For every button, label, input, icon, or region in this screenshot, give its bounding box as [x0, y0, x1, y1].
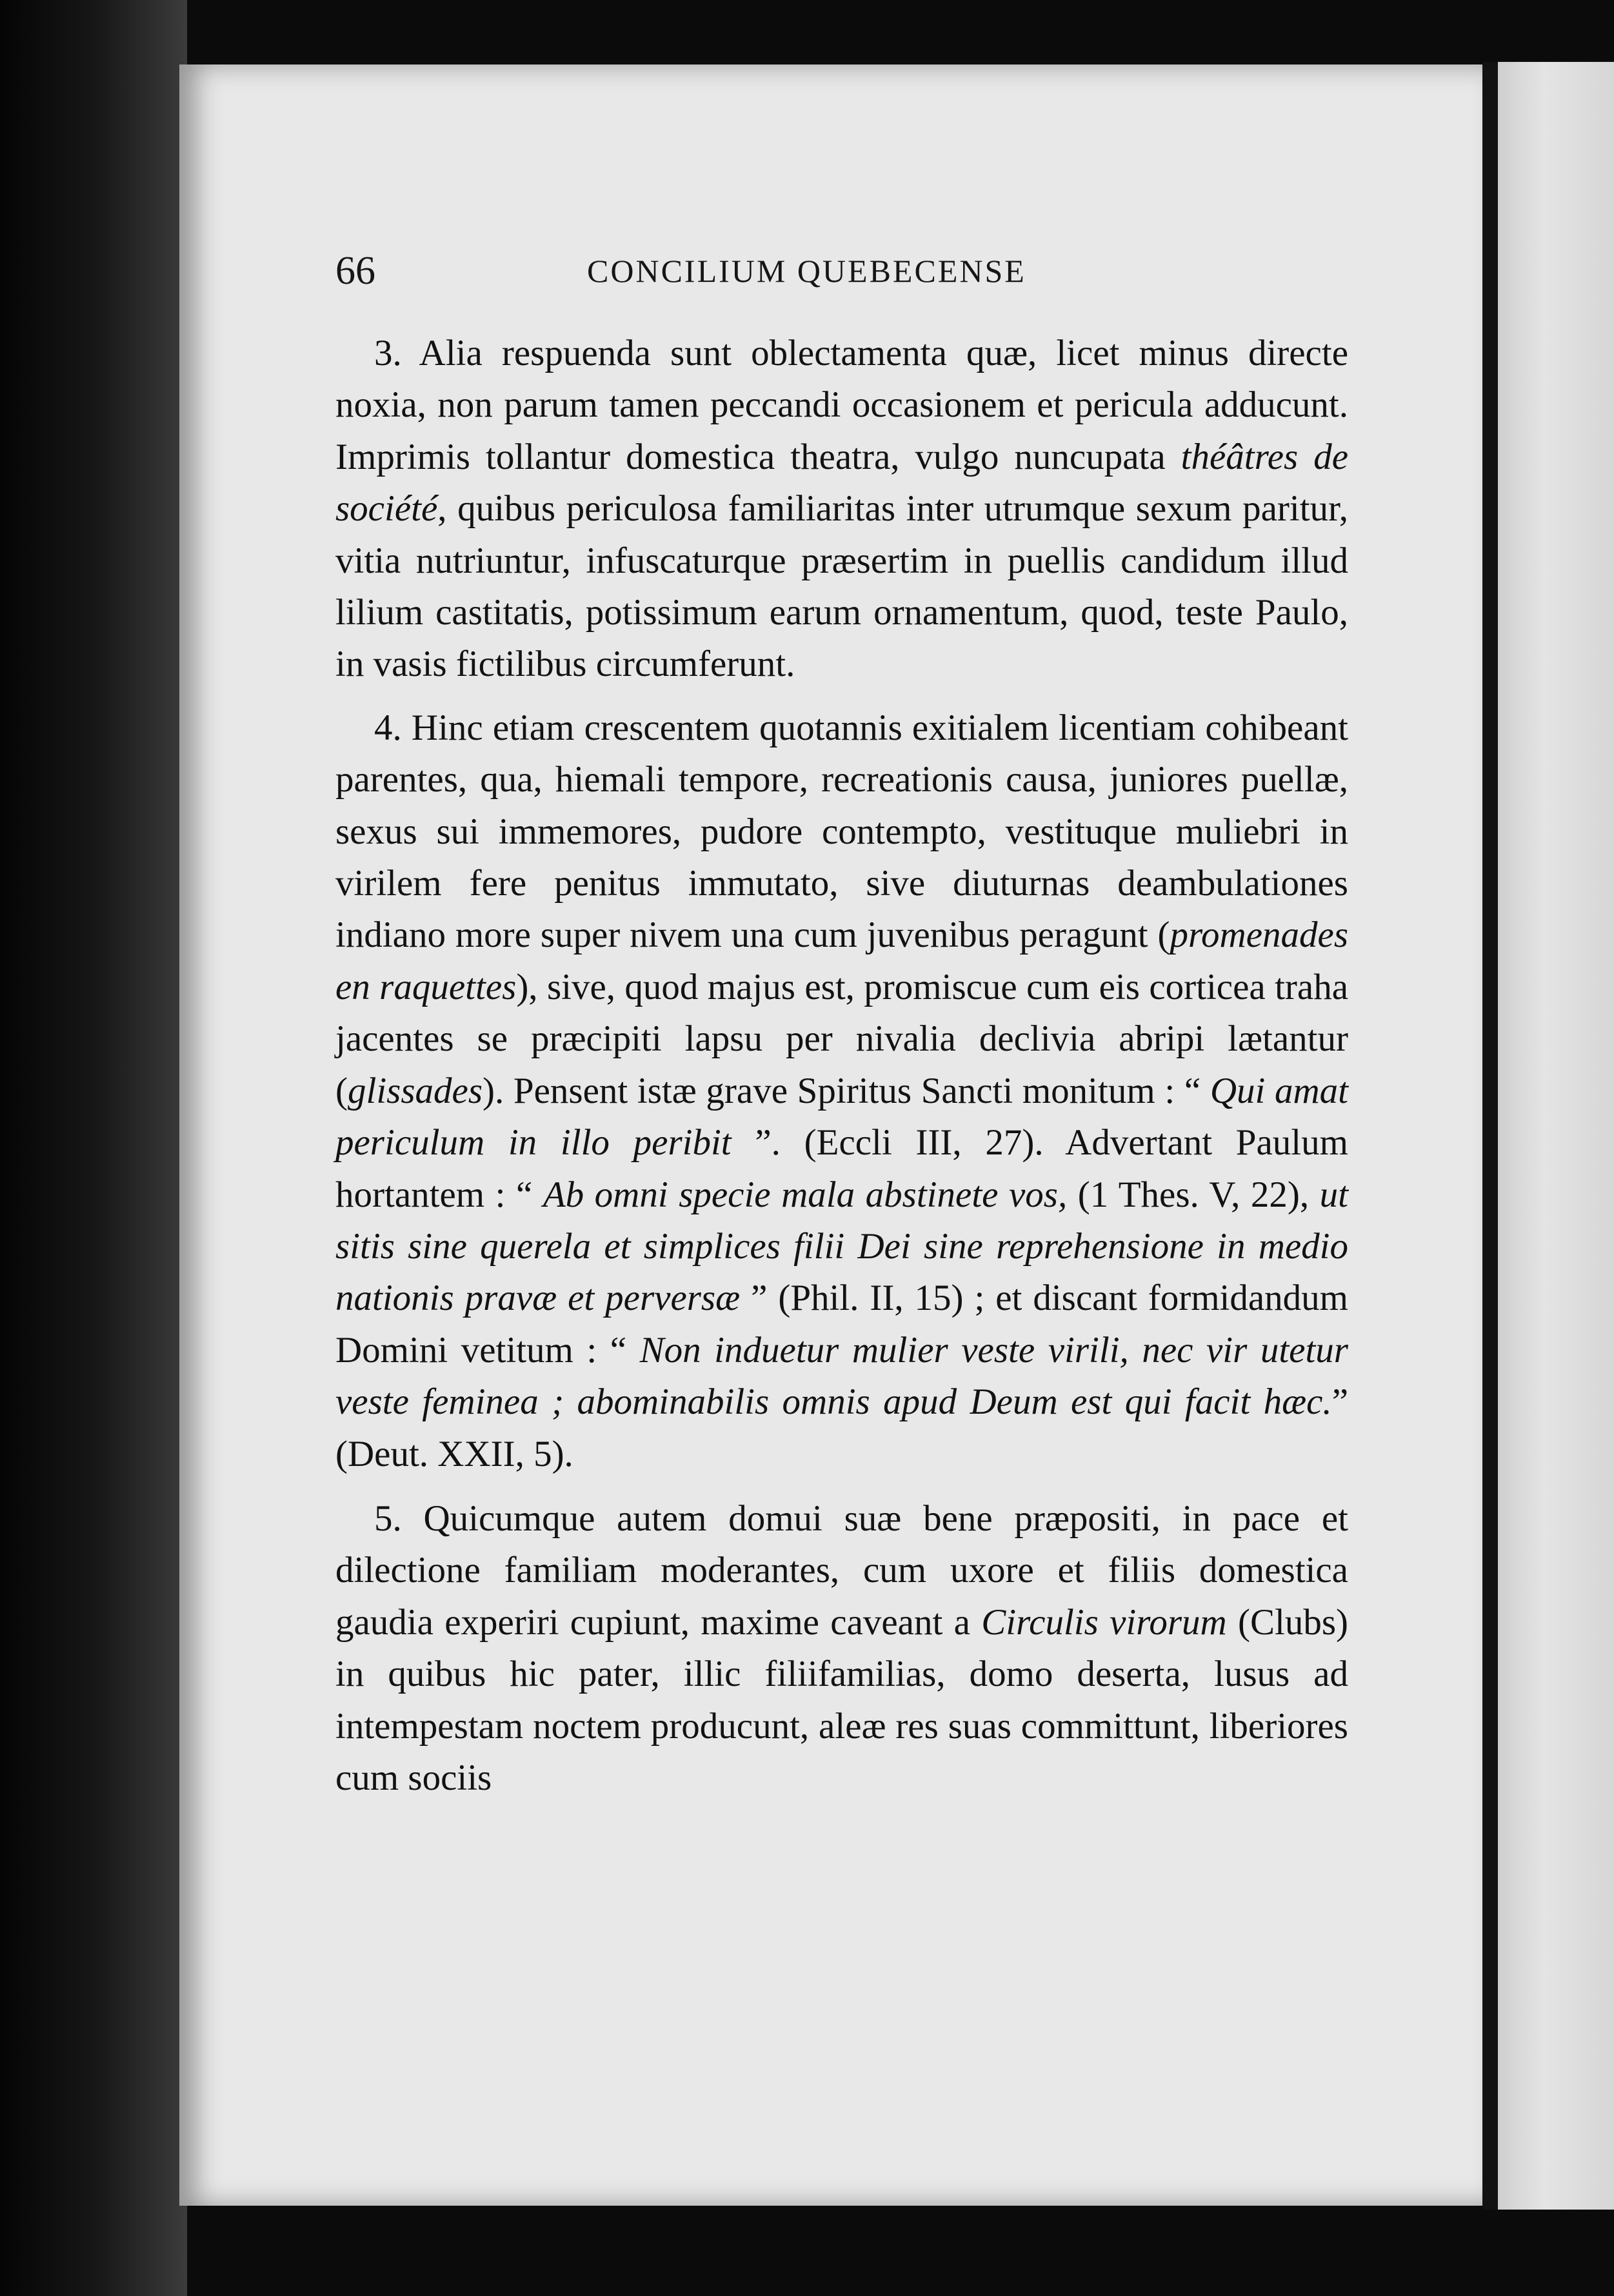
text-segment: ), sive, quod majus est, promiscue cum eis corticea traha jacentes se præcipiti lapsu per nivalia declivia abripi lætantur (	[335, 966, 1348, 1111]
page-header	[335, 248, 1368, 306]
text-segment: ” (Deut. XXII, 5).	[335, 1381, 1348, 1474]
text-segment: 3. Alia respuenda sunt oblectamenta quæ, licet minus directe noxia, non parum tamen peccandi occasionem et pericula adducunt. Imprimis tollantur domestica theatra, vulgo nuncupata	[335, 333, 1348, 477]
text-segment: 5. Quicumque autem domui suæ bene præpositi, in pace et dilectione familiam moderantes, cum uxore et filiis domestica gaudia experiri cupiunt, maxime caveant a	[335, 1498, 1348, 1643]
text-segment: , quibus periculosa familiaritas inter utrumque sexum paritur, vitia nutriuntur, infuscaturque præsertim in puellis candidum illud lilium castitatis, potissimum earum ornamentum, quod, teste Paulo, in vasis fictilibus circumferunt.	[335, 488, 1348, 685]
italic-text: Ab omni specie mala abstinete vos,	[543, 1174, 1068, 1215]
text-segment: ”. (Eccli III, 27). Advertant Paulum hortantem : “	[335, 1122, 1348, 1215]
facing-page-edge	[1498, 62, 1614, 2210]
page-number: 66	[335, 249, 375, 293]
italic-text: Circulis virorum	[981, 1601, 1227, 1643]
italic-text: glissades	[347, 1070, 483, 1111]
text-segment: ). Pensent istæ grave Spiritus Sancti monitum : “	[483, 1070, 1210, 1111]
running-title: CONCILIUM QUEBECENSE	[587, 253, 1026, 289]
text-segment: 4. Hinc etiam crescentem quotannis exitialem licentiam cohibeant parentes, qua, hiemali tempore, recreationis causa, juniores puellæ, sexus sui immemores, pudore contempto, vestituque muliebri in virilem fere penitus immutato, sive diuturnas deambulationes indiano more super nivem una cum juvenibus peragunt (	[335, 707, 1348, 956]
body-text	[335, 328, 1348, 1816]
text-segment: ” (Phil. II, 15) ; et discant formidandum Domini vetitum : “	[335, 1278, 1349, 1371]
text-segment: (Clubs) in quibus hic pater, illic filiifamilias, domo deserta, lusus ad intempestam noctem producunt, aleæ res suas committunt, liberiores cum sociis	[335, 1601, 1349, 1798]
paragraph	[335, 328, 1348, 691]
italic-text: ut sitis sine querela et simplices filii Dei sine reprehensione in medio nationis pravæ et perversæ	[335, 1174, 1348, 1319]
italic-text: promenades en raquettes	[335, 915, 1348, 1007]
text-segment: (1 Thes. V, 22),	[1067, 1174, 1320, 1215]
page-gutter	[1482, 62, 1498, 2210]
italic-text: Non induetur mulier veste virili, nec vir utetur veste feminea ; abominabilis omnis apud Deum est qui facit hæc.	[335, 1329, 1348, 1423]
italic-text: théâtres de société	[335, 436, 1348, 529]
paragraph	[335, 1493, 1348, 1804]
italic-text: Qui amat periculum in illo peribit	[335, 1070, 1348, 1163]
paragraph	[335, 702, 1348, 1480]
book-spine	[0, 0, 187, 2296]
